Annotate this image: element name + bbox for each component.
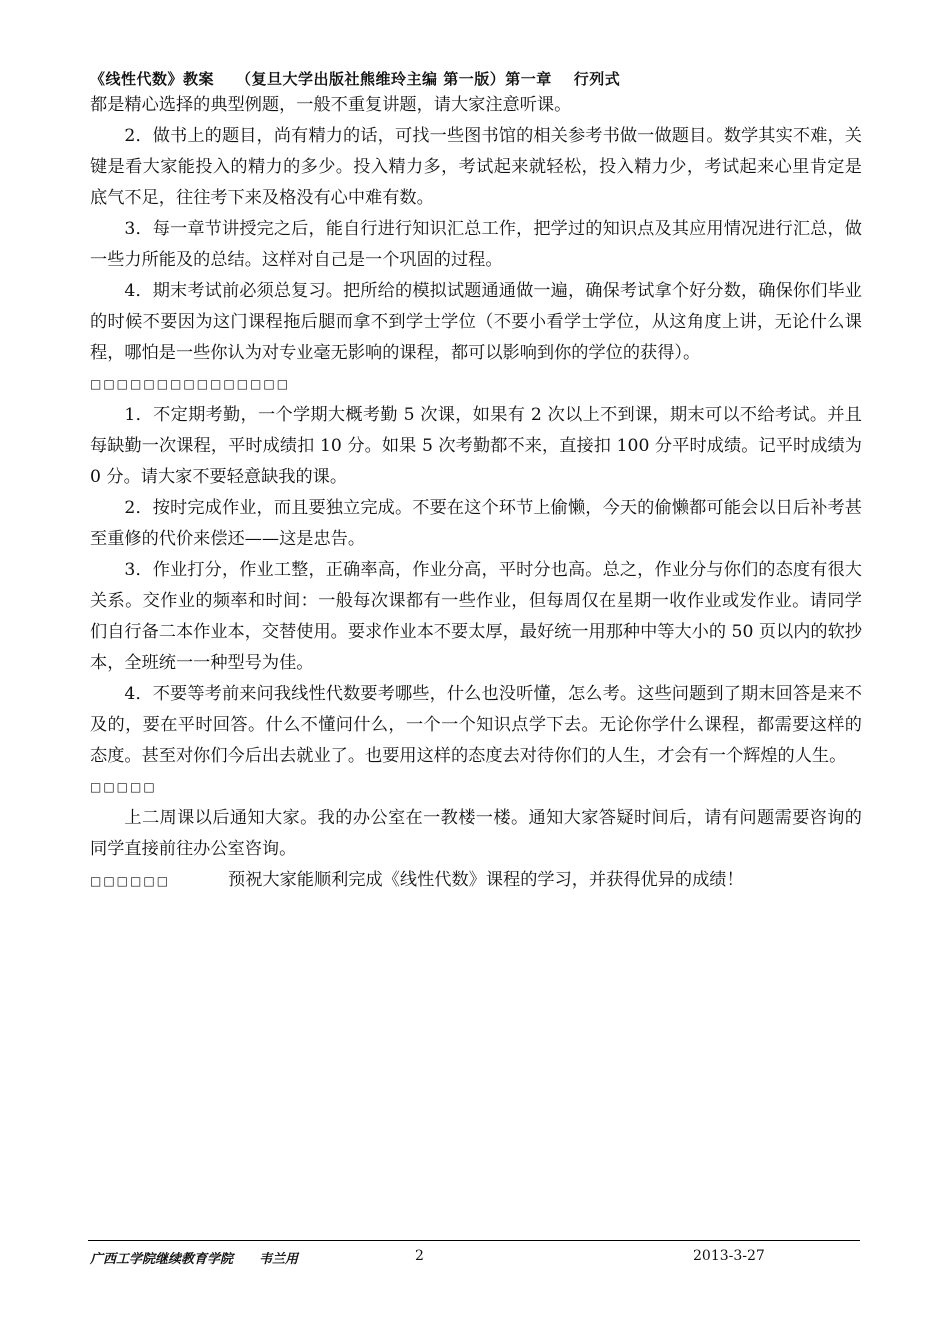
paragraph: 3．作业打分，作业工整，正确率高，作业分高，平时分也高。总之，作业分与你们的态度有很大关系。交作业的频率和时间：一般每次课都有一些作业，但每周仅在星期一收作业或发作业。请同学们自行备二本作业本，交替使用。要求作业本不要太厚，最好统一用那种中等大小的 50 页以内的软抄本，全班统一一种型号为佳。 (90, 560, 862, 673)
page-header (90, 68, 870, 89)
paragraph: 都是精心选择的典型例题，一般不重复讲题，请大家注意听课。 (90, 95, 572, 115)
header-publisher: （复旦大学出版社熊维玲主编 第一版）第一章 (236, 70, 552, 88)
paragraph: 2．做书上的题目，尚有精力的话，可找一些图书馆的相关参考书做一做题目。数学其实不难，关键是看大家能投入的精力的多少。投入精力多，考试起来就轻松，投入精力少，考试起来心里肯定是底气不足，往往考下来及格没有心中难有数。 (90, 126, 862, 208)
header-chapter: 行列式 (573, 70, 621, 88)
section-heading: □□□□□□□□□□□□□□□ (90, 377, 291, 391)
paragraph: 4．期末考试前必须总复习。把所给的模拟试题通通做一遍，确保考试拿个好分数，确保你们毕业的时候不要因为这门课程拖后腿而拿不到学士学位（不要小看学士学位，从这角度上讲，无论什么课程，哪怕是一些你认为对专业毫无影响的课程，都可以影响到你的学位的获得）。 (90, 281, 862, 363)
paragraph: 2．按时完成作业，而且要独立完成。不要在这个环节上偷懒，今天的偷懒都可能会以日后补考甚至重修的代价来偿还——这是忠告。 (90, 498, 862, 549)
closing-line (90, 865, 862, 897)
footer-divider (88, 1240, 860, 1241)
header-title: 《线性代数》教案 (90, 70, 215, 88)
paragraph: 3．每一章节讲授完之后，能自行进行知识汇总工作，把学过的知识点及其应用情况进行汇总，做一些力所能及的总结。这样对自己是一个巩固的过程。 (90, 219, 862, 270)
page-number: 2 (415, 1248, 424, 1264)
closing-text: 预祝大家能顺利完成《线性代数》课程的学习，并获得优异的成绩！ (228, 870, 744, 890)
footer-organization: 广西工学院继续教育学院 韦兰用 (90, 1252, 299, 1267)
section-heading: □□□□□□ (90, 874, 171, 888)
paragraph: 上二周课以后通知大家。我的办公室在一教楼一楼。通知大家答疑时间后，请有问题需要咨询的同学直接前往办公室咨询。 (90, 808, 862, 859)
section-heading: □□□□□ (90, 780, 157, 794)
paragraph: 4．不要等考前来问我线性代数要考哪些，什么也没听懂，怎么考。这些问题到了期末回答是来不及的，要在平时回答。什么不懂问什么，一个一个知识点学下去。无论你学什么课程，都需要这样的态度。甚至对你们今后出去就业了。也要用这样的态度去对待你们的人生，才会有一个辉煌的人生。 (90, 684, 862, 766)
paragraph: 1．不定期考勤，一个学期大概考勤 5 次课，如果有 2 次以上不到课，期末可以不给考试。并且每缺勤一次课程，平时成绩扣 10 分。如果 5 次考勤都不来，直接扣 100 分平时成绩。记平时成绩为 0 分。请大家不要轻意缺我的课。 (90, 405, 862, 487)
document-body (90, 90, 862, 897)
footer-date: 2013-3-27 (693, 1248, 765, 1264)
